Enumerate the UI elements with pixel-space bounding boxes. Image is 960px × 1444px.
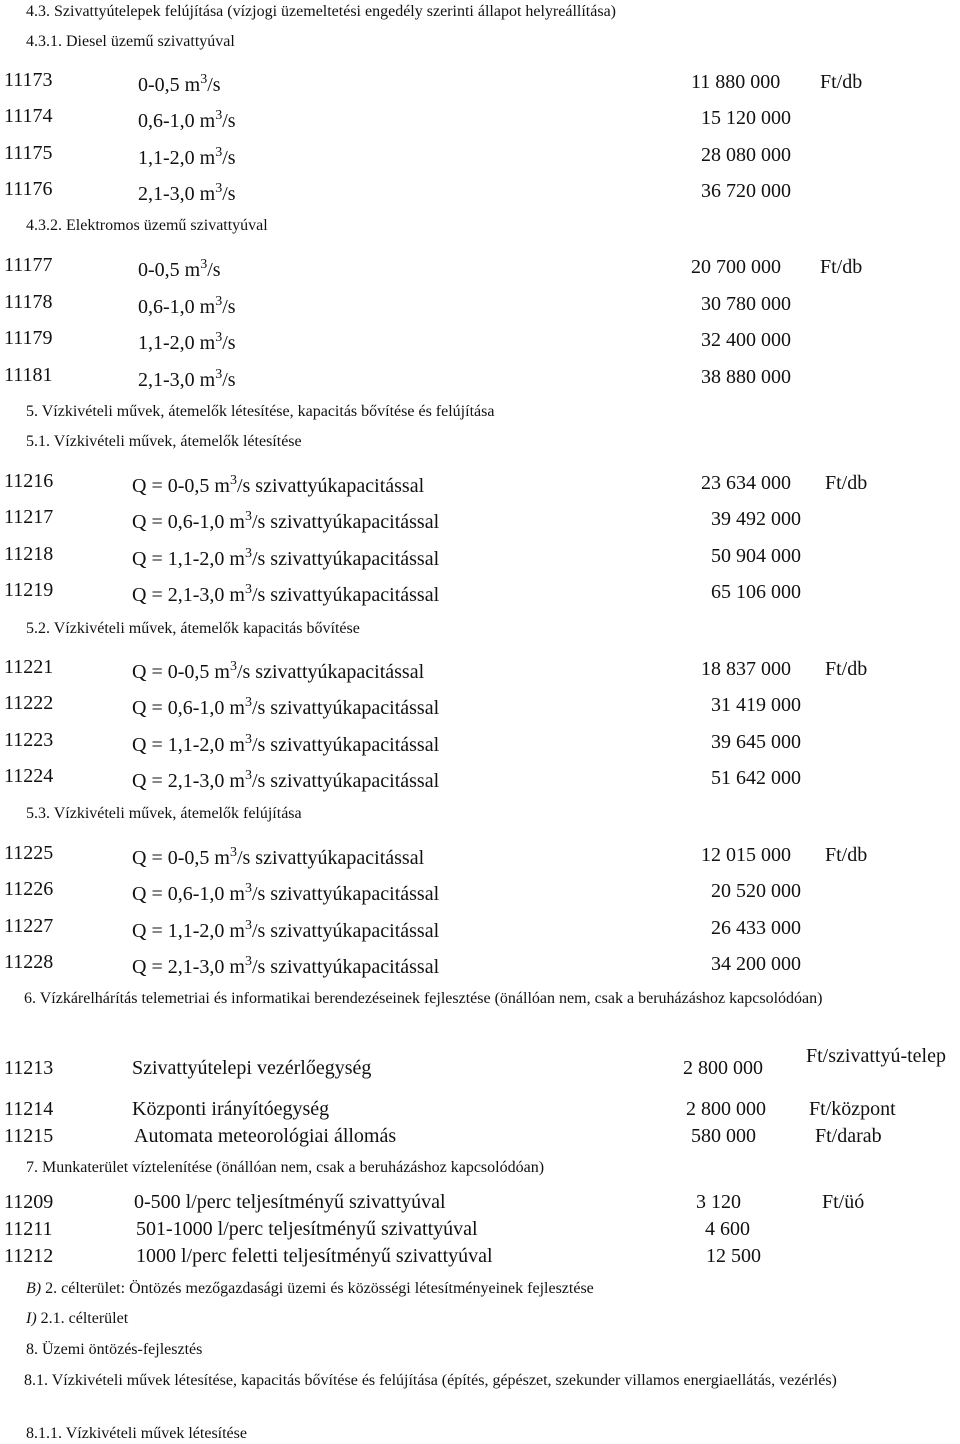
- table-row: [0, 104, 960, 134]
- table-row: [0, 950, 960, 980]
- heading-5-1: 5.1. Vízkivételi művek, átemelők létesítése: [26, 433, 302, 450]
- table-row: [0, 177, 960, 207]
- row-description: 0-0,5 $m^3/s$: [138, 72, 221, 96]
- row-amount: 2 800 000: [683, 1057, 763, 1079]
- row-amount: 18 837 000: [701, 658, 791, 680]
- row-amount: 65 106 000: [711, 581, 801, 603]
- row-code: 11174: [4, 105, 53, 127]
- row-description: Q = 2,1-3,0 $m^3/s$ szivattyúkapacitással: [132, 582, 440, 606]
- row-code: 11211: [4, 1218, 53, 1240]
- row-code: 11209: [4, 1191, 54, 1213]
- row-description: 2,1-3,0 $m^3/s$: [138, 181, 236, 205]
- table-row: [0, 469, 960, 499]
- table-row: [0, 141, 960, 171]
- table-row: [0, 1217, 960, 1247]
- row-code: 11178: [4, 291, 53, 313]
- row-amount: 2 800 000: [686, 1098, 766, 1120]
- row-description: 1000 l/perc feletti teljesítményű szivattyúval: [136, 1245, 493, 1267]
- heading-b: B) 2. célterület: Öntözés mezőgazdasági üzemi és közösségi létesítményeinek fejlesztése: [26, 1280, 594, 1297]
- row-code: 11214: [4, 1098, 54, 1120]
- row-code: 11213: [4, 1057, 54, 1079]
- row-description: Q = 1,1-2,0 $m^3/s$ szivattyúkapacitással: [132, 732, 440, 756]
- row-amount: 36 720 000: [701, 180, 791, 202]
- row-amount: 4 600: [705, 1218, 750, 1240]
- row-amount: 12 500: [706, 1245, 761, 1267]
- row-amount: 38 880 000: [701, 366, 791, 388]
- row-code: 11219: [4, 579, 54, 601]
- heading-7: 7. Munkaterület víztelenítése (önállóan nem, csak a beruházáshoz kapcsolódóan): [26, 1159, 545, 1176]
- heading-4-3: 4.3. Szivattyútelepek felújítása (vízjogi üzemeltetési engedély szerinti állapot helyreállítása): [26, 3, 616, 20]
- row-amount: 12 015 000: [701, 844, 791, 866]
- table-row: [0, 578, 960, 608]
- row-amount: 30 780 000: [701, 293, 791, 315]
- row-unit: Ft/db: [825, 658, 868, 680]
- row-code: 11224: [4, 765, 54, 787]
- row-amount: 31 419 000: [711, 694, 801, 716]
- row-code: 11215: [4, 1125, 54, 1147]
- row-description: 0,6-1,0 $m^3/s$: [138, 108, 236, 132]
- row-amount: 28 080 000: [701, 144, 791, 166]
- row-description: Q = 1,1-2,0 $m^3/s$ szivattyúkapacitással: [132, 546, 440, 570]
- row-description: Q = 2,1-3,0 $m^3/s$ szivattyúkapacitással: [132, 954, 440, 978]
- row-description: Q = 0,6-1,0 $m^3/s$ szivattyúkapacitással: [132, 881, 440, 905]
- table-row: [0, 290, 960, 320]
- row-amount: 20 520 000: [711, 880, 801, 902]
- row-description: 0-0,5 $m^3/s$: [138, 257, 221, 281]
- row-amount: 23 634 000: [701, 472, 791, 494]
- table-row: [0, 326, 960, 356]
- row-code: 11179: [4, 327, 53, 349]
- table-row: [0, 691, 960, 721]
- heading-5-2: 5.2. Vízkivételi művek, átemelők kapacitás bővítése: [26, 620, 360, 637]
- row-amount: 32 400 000: [701, 329, 791, 351]
- row-description: Szivattyútelepi vezérlőegység: [132, 1057, 372, 1079]
- heading-i: I) 2.1. célterület: [26, 1310, 129, 1327]
- row-code: 11223: [4, 729, 54, 751]
- row-description: Q = 0-0,5 $m^3/s$ szivattyúkapacitással: [132, 659, 425, 683]
- row-unit: Ft/db: [825, 844, 868, 866]
- heading-8-1-1: 8.1.1. Vízkivételi művek létesítése: [26, 1425, 247, 1442]
- row-code: 11228: [4, 951, 54, 973]
- row-code: 11225: [4, 842, 54, 864]
- row-code: 11173: [4, 69, 53, 91]
- row-description: Q = 1,1-2,0 $m^3/s$ szivattyúkapacitással: [132, 918, 440, 942]
- heading-5-3: 5.3. Vízkivételi művek, átemelők felújítása: [26, 805, 302, 822]
- row-code: 11181: [4, 364, 53, 386]
- row-code: 11217: [4, 506, 54, 528]
- row-unit: Ft/központ: [809, 1098, 896, 1120]
- row-description: Q = 0,6-1,0 $m^3/s$ szivattyúkapacitással: [132, 695, 440, 719]
- row-description: 0-500 l/perc teljesítményű szivattyúval: [134, 1191, 446, 1213]
- row-description: Automata meteorológiai állomás: [134, 1125, 397, 1147]
- row-code: 11227: [4, 915, 54, 937]
- table-row: [0, 253, 960, 283]
- row-unit: Ft/szivattyú-telep: [806, 1045, 946, 1067]
- table-row: [0, 841, 960, 871]
- row-description: 1,1-2,0 $m^3/s$: [138, 330, 236, 354]
- table-row: [0, 877, 960, 907]
- table-row: [0, 728, 960, 758]
- row-code: 11216: [4, 470, 54, 492]
- heading-5: 5. Vízkivételi művek, átemelők létesítése, kapacitás bővítése és felújítása: [26, 403, 495, 420]
- table-row: [0, 1190, 960, 1220]
- row-description: 501-1000 l/perc teljesítményű szivattyúval: [136, 1218, 478, 1240]
- row-amount: 15 120 000: [701, 107, 791, 129]
- row-amount: 50 904 000: [711, 545, 801, 567]
- row-amount: 51 642 000: [711, 767, 801, 789]
- row-code: 11221: [4, 656, 54, 678]
- row-description: Központi irányítóegység: [132, 1098, 330, 1120]
- row-amount: 39 492 000: [711, 508, 801, 530]
- row-amount: 3 120: [696, 1191, 741, 1213]
- row-code: 11222: [4, 692, 54, 714]
- heading-4-3-2: 4.3.2. Elektromos üzemű szivattyúval: [26, 217, 268, 234]
- row-code: 11176: [4, 178, 53, 200]
- table-row: [0, 542, 960, 572]
- table-row: [0, 655, 960, 685]
- table-row: [0, 363, 960, 393]
- row-description: Q = 2,1-3,0 $m^3/s$ szivattyúkapacitással: [132, 768, 440, 792]
- row-unit: Ft/db: [820, 71, 863, 93]
- heading-4-3-1: 4.3.1. Diesel üzemű szivattyúval: [26, 33, 235, 50]
- row-code: 11177: [4, 254, 53, 276]
- table-row: [0, 764, 960, 794]
- row-description: Q = 0-0,5 $m^3/s$ szivattyúkapacitással: [132, 473, 425, 497]
- row-code: 11175: [4, 142, 53, 164]
- heading-6: 6. Vízkárelhárítás telemetriai és informatikai berendezéseinek fejlesztése (önállóan nem, csak a beruházáshoz kapcsolódóan): [24, 990, 823, 1007]
- row-amount: 20 700 000: [691, 256, 781, 278]
- row-description: 2,1-3,0 $m^3/s$: [138, 367, 236, 391]
- table-row: [0, 1097, 960, 1127]
- table-row: [0, 505, 960, 535]
- row-description: Q = 0,6-1,0 $m^3/s$ szivattyúkapacitással: [132, 509, 440, 533]
- heading-8: 8. Üzemi öntözés-fejlesztés: [26, 1341, 203, 1358]
- row-code: 11212: [4, 1245, 54, 1267]
- row-unit: Ft/db: [820, 256, 863, 278]
- row-amount: 580 000: [691, 1125, 756, 1147]
- row-code: 11218: [4, 543, 54, 565]
- row-unit: Ft/darab: [815, 1125, 882, 1147]
- row-amount: 11 880 000: [691, 71, 781, 93]
- table-row: [0, 914, 960, 944]
- heading-8-1: 8.1. Vízkivételi művek létesítése, kapacitás bővítése és felújítása (építés, gépészet, szekunder villamos energiaellátás, vezérlés): [24, 1372, 837, 1389]
- table-row: [0, 1124, 960, 1154]
- row-description: 0,6-1,0 $m^3/s$: [138, 294, 236, 318]
- row-amount: 26 433 000: [711, 917, 801, 939]
- table-row: [0, 1244, 960, 1274]
- row-amount: 39 645 000: [711, 731, 801, 753]
- row-amount: 34 200 000: [711, 953, 801, 975]
- row-description: Q = 0-0,5 $m^3/s$ szivattyúkapacitással: [132, 845, 425, 869]
- row-unit: Ft/üó: [822, 1191, 865, 1213]
- table-row: [0, 68, 960, 98]
- row-code: 11226: [4, 878, 54, 900]
- row-description: 1,1-2,0 $m^3/s$: [138, 145, 236, 169]
- row-unit: Ft/db: [825, 472, 868, 494]
